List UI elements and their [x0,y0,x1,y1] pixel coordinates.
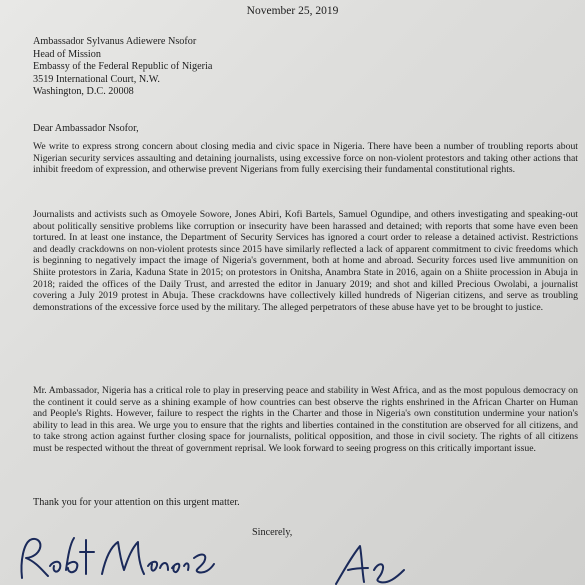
recipient-address-block [33,36,212,99]
letter-date: November 25, 2019 [246,5,339,17]
recipient-city: Washington, D.C. 20008 [33,86,134,98]
recipient-organization: Embassy of the Federal Republic of Nigeria [33,61,213,73]
salutation: Dear Ambassador Nsofor, [33,123,139,134]
paragraph-request: Mr. Ambassador, Nigeria has a critical role to play in preserving peace and stability in West Africa, and as the most populous democracy on the continent it could serve as a shining example of how countries can best observe the rights enshrined in the African Charter on Human and People's Rights. However, failure to respect the rights in the Charter and those in Nigeria's own constitution undermine your nation's ability to lead in this area. We urge you to ensure that the rights and liberties contained in the constitution are observed for all citizens, and to take strong action against further closing space for journalists, political opposition, and those in civil society. The rights of all citizens must be respected without the threat of government reprisal. We look forward to seeing progress on this critically important issue. [33,385,578,454]
paragraph-concern: We write to express strong concern about closing media and civic space in Nigeria. There have been a number of troubling reports about Nigerian security services assaulting and detaining journalists, using excessive force on non-violent protestors and taking other actions that inhibit freedom of expression, and otherwise prevent Nigerians from fully exercising their fundamental constitutional rights. [33,141,578,176]
signature-second-signer [330,540,410,585]
paragraph-incidents: Journalists and activists such as Omoyele Sowore, Jones Abiri, Kofi Bartels, Samuel Ogundipe, and others investigating and speaking-out about politically sensitive problems like corruption or insecurity have been harassed and detained; with reports that some have even been tortured. In at least one instance, the Department of Security Services has ignored a court order to release a detained activist. Restrictions and deadly crackdowns on non-violent protests since 2015 have similarly reflected a lack of apparent commitment to civic freedoms which is beginning to negatively impact the image of Nigeria's government, both at home and abroad. Security forces used live ammunition on Shiite protestors in Zaria, Kaduna State in 2015; on protestors in Onitsha, Anambra State in 2016, again on a Shiite procession in Abuja in 2018; raided the offices of the Daily Trust, and arrested the editor in January 2019; and shot and killed Precious Owolabi, a journalist covering a July 2019 protest in Abuja. These crackdowns have collectively killed hundreds of Nigerian citizens, and serve as troubling demonstrations of the excessive force used by the military. The alleged perpetrators of these abuse have yet to be brought to justice. [33,209,578,313]
sign-off: Sincerely, [252,527,293,538]
recipient-street: 3519 International Court, N.W. [33,73,160,85]
recipient-title: Head of Mission [33,48,101,60]
recipient-name: Ambassador Sylvanus Adiewere Nsofor [33,36,197,47]
signature-robert-menendez [10,530,220,585]
closing-line: Thank you for your attention on this urgent matter. [33,497,240,508]
